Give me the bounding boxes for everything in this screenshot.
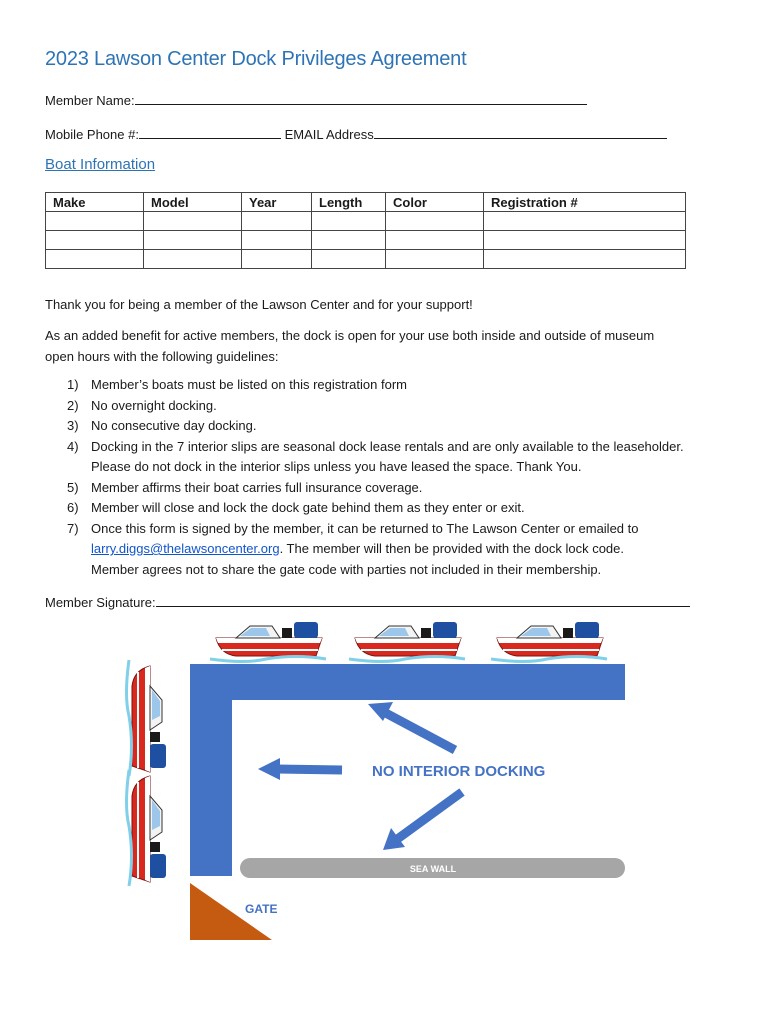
benefit-line-1: As an added benefit for active members, the dock is open for your use both inside and outside of museum: [45, 328, 655, 343]
email-label: EMAIL Address: [284, 127, 374, 142]
boat-info-heading: Boat Information: [45, 156, 156, 173]
boat-icon: [127, 660, 167, 776]
gate-label: GATE: [245, 902, 278, 916]
boat-icon: [127, 770, 167, 886]
boat-icon: [491, 622, 607, 662]
list-text: No consecutive day docking.: [91, 418, 257, 433]
member-name-label: Member Name:: [45, 93, 135, 108]
list-number: 2): [67, 397, 79, 413]
arrow-icon: [258, 758, 342, 780]
list-number: 4): [67, 438, 79, 454]
benefit-line-2: open hours with the following guidelines:: [45, 349, 279, 364]
arrow-icon: [383, 792, 462, 850]
header-year: Year: [242, 193, 312, 212]
signature-label: Member Signature:: [45, 595, 156, 610]
list-text: Member will close and lock the dock gate behind them as they enter or exit.: [91, 500, 525, 515]
list-text: Once this form is signed by the member, it can be returned to The Lawson Center or emailed to: [91, 520, 639, 536]
list-text: Please do not dock in the interior slips unless you have leased the space. Thank You.: [91, 459, 582, 474]
no-interior-docking-label: NO INTERIOR DOCKING: [372, 763, 546, 780]
email-link[interactable]: larry.diggs@thelawsoncenter.org: [91, 541, 280, 556]
list-number: 3): [67, 418, 79, 433]
header-length: Length: [312, 193, 386, 212]
list-number: 5): [67, 479, 79, 495]
list-text: Member agrees not to share the gate code with parties not included in their membership.: [91, 561, 602, 577]
list-text: Docking in the 7 interior slips are seasonal dock lease rentals and are only available to the leaseholder.: [91, 438, 684, 454]
header-model: Model: [144, 193, 242, 212]
arrow-icon: [368, 702, 455, 750]
list-number: 7): [67, 520, 79, 536]
list-number: 1): [67, 377, 79, 392]
list-text: . The member will then be provided with the dock lock code.: [279, 541, 624, 556]
list-text: No overnight docking.: [91, 397, 217, 413]
mobile-phone-label: Mobile Phone #:: [45, 127, 139, 142]
boat-icon: [210, 622, 326, 662]
list-number: 6): [67, 500, 79, 515]
sea-wall-label: SEA WALL: [409, 864, 457, 874]
header-color: Color: [386, 193, 484, 212]
thank-you-text: Thank you for being a member of the Lawson Center and for your support!: [45, 297, 473, 312]
header-registration: Registration #: [484, 193, 686, 212]
header-make: Make: [46, 193, 144, 212]
page-title: 2023 Lawson Center Dock Privileges Agreement: [45, 48, 467, 70]
boat-icon: [349, 622, 465, 662]
list-text: Member affirms their boat carries full insurance coverage.: [91, 479, 423, 495]
list-text: Member’s boats must be listed on this registration form: [91, 377, 407, 392]
